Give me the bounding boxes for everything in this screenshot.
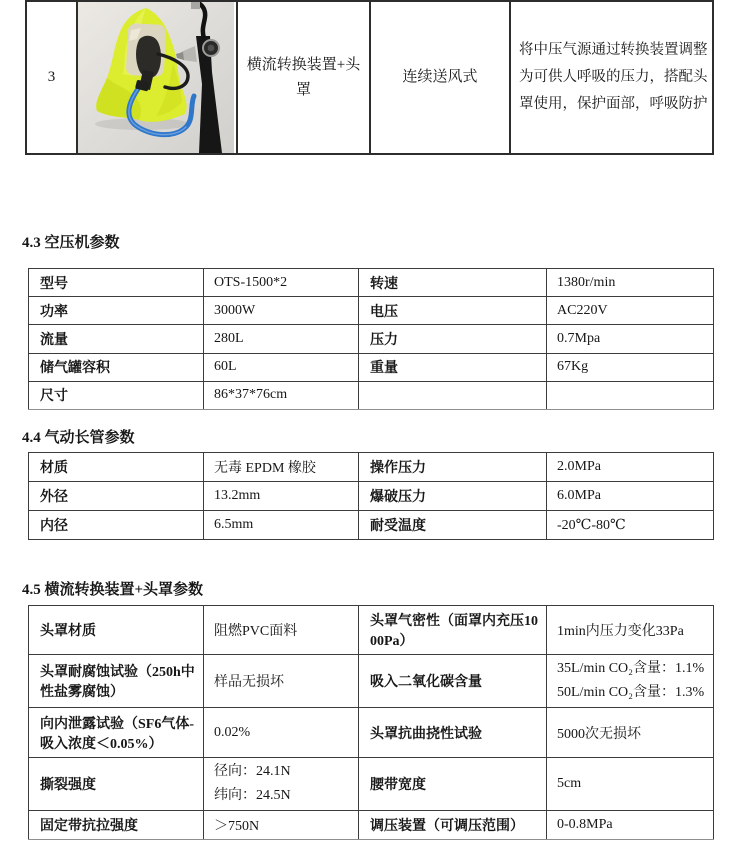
param-value-cell: 280L (204, 325, 359, 353)
param-name-cell (359, 381, 547, 409)
param-table-row (29, 453, 714, 482)
param-value-cell (204, 758, 359, 811)
param-name-cell: 向内泄露试验（SF6气体-吸入浓度＜0.05%） (29, 708, 204, 758)
param-table-row (29, 353, 714, 381)
air-hose-params-table (28, 452, 714, 540)
param-name-cell: 内径 (29, 511, 204, 540)
param-value-line: 径向：24.1N (214, 764, 291, 779)
param-name-cell: 尺寸 (29, 381, 204, 409)
param-value-cell: 1min内压力变化33Pa (547, 606, 714, 655)
product-photo-cell (77, 1, 237, 154)
product-index-cell: 3 (26, 1, 77, 154)
param-table-row (29, 708, 714, 758)
param-table-row (29, 269, 714, 297)
param-name-cell: 外径 (29, 482, 204, 511)
param-name-cell: 耐受温度 (359, 511, 547, 540)
converter-hood-params-table (28, 605, 714, 840)
section-heading-4-3: 4.3 空压机参数 (22, 235, 120, 251)
param-name-cell: 腰带宽度 (359, 758, 547, 811)
param-value-cell: 0.02% (204, 708, 359, 758)
param-value-cell: 阻燃PVC面料 (204, 606, 359, 655)
param-value-cell: 86*37*76cm (204, 381, 359, 409)
param-value-cell: 2.0MPa (547, 453, 714, 482)
product-overview-table (25, 0, 714, 155)
product-supply-mode-cell: 连续送风式 (370, 1, 510, 154)
param-table-row (29, 297, 714, 325)
param-name-cell: 固定带抗拉强度 (29, 811, 204, 840)
param-value-cell: ＞750N (204, 811, 359, 840)
param-table-row (29, 482, 714, 511)
param-name-cell: 头罩材质 (29, 606, 204, 655)
param-name-cell: 压力 (359, 325, 547, 353)
param-value-cell: AC220V (547, 297, 714, 325)
param-name-cell: 头罩抗曲挠性试验 (359, 708, 547, 758)
param-value-cell: 5cm (547, 758, 714, 811)
param-name-cell: 吸入二氧化碳含量 (359, 655, 547, 708)
param-value-line: 50L/min CO₂含量：1.3% (557, 685, 705, 700)
param-name-cell: 流量 (29, 325, 204, 353)
param-table-row (29, 511, 714, 540)
param-value-cell: 3000W (204, 297, 359, 325)
param-name-cell: 储气罐容积 (29, 353, 204, 381)
param-name-cell: 调压装置（可调压范围） (359, 811, 547, 840)
param-table-row (29, 325, 714, 353)
param-value-cell: 6.0MPa (547, 482, 714, 511)
param-name-cell: 电压 (359, 297, 547, 325)
param-value-cell: 6.5mm (204, 511, 359, 540)
param-value-cell: 0-0.8MPa (547, 811, 714, 840)
param-value-cell: 样品无损坏 (204, 655, 359, 708)
param-value-line: 纬向：24.5N (214, 788, 291, 803)
section-heading-4-5: 4.5 横流转换装置+头罩参数 (22, 582, 204, 598)
param-value-cell: 无毒 EPDM 橡胶 (204, 453, 359, 482)
param-name-cell: 功率 (29, 297, 204, 325)
param-value-cell: 13.2mm (204, 482, 359, 511)
param-value-cell: 0.7Mpa (547, 325, 714, 353)
param-name-cell: 材质 (29, 453, 204, 482)
product-description-cell: 将中压气源通过转换装置调整为可供人呼吸的压力，搭配头罩使用，保护面部，呼吸防护 (510, 1, 713, 154)
param-name-cell: 转速 (359, 269, 547, 297)
param-value-cell: 1380r/min (547, 269, 714, 297)
product-name-cell: 横流转换装置+头罩 (237, 1, 370, 154)
param-table-row (29, 381, 714, 409)
param-name-cell: 型号 (29, 269, 204, 297)
param-value-cell: -20℃-80℃ (547, 511, 714, 540)
param-value-cell: 67Kg (547, 353, 714, 381)
param-table-row (29, 811, 714, 840)
param-value-cell: OTS-1500*2 (204, 269, 359, 297)
param-table-row (29, 655, 714, 708)
param-value-line: 35L/min CO₂含量：1.1% (557, 661, 705, 676)
param-name-cell: 操作压力 (359, 453, 547, 482)
param-name-cell: 头罩耐腐蚀试验（250h中性盐雾腐蚀） (29, 655, 204, 708)
hood-and-converter-photo (78, 2, 234, 153)
param-name-cell: 头罩气密性（面罩内充压1000Pa） (359, 606, 547, 655)
param-name-cell: 爆破压力 (359, 482, 547, 511)
param-name-cell: 撕裂强度 (29, 758, 204, 811)
param-value-cell (547, 381, 714, 409)
param-table-row (29, 758, 714, 811)
param-table-row (29, 606, 714, 655)
param-value-cell (547, 655, 714, 708)
section-heading-4-4: 4.4 气动长管参数 (22, 430, 135, 446)
param-value-cell: 60L (204, 353, 359, 381)
param-value-cell: 5000次无损坏 (547, 708, 714, 758)
compressor-params-table (28, 268, 714, 410)
product-row (26, 1, 713, 154)
param-name-cell: 重量 (359, 353, 547, 381)
